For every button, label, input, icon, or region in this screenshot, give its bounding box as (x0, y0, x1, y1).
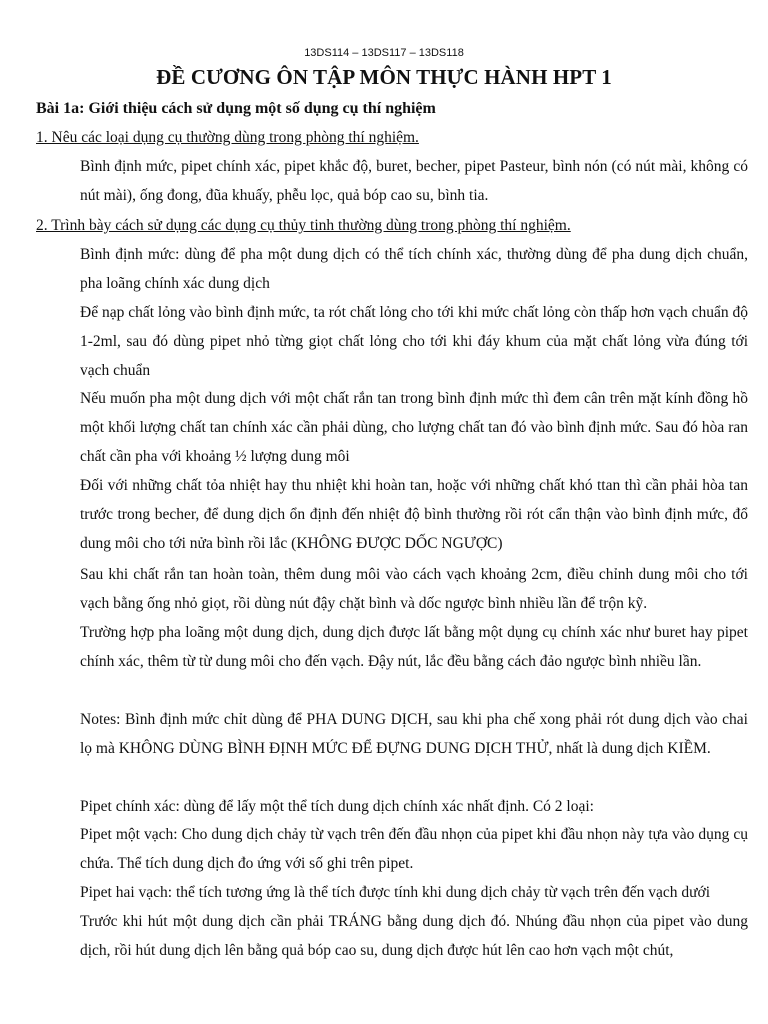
lesson-heading: Bài 1a: Giới thiệu cách sử dụng một số dụng cụ thí nghiệm (36, 100, 436, 117)
answer-2-notes: Notes: Bình định mức chỉt dùng để PHA DUNG DỊCH, sau khi pha chế xong phải rót dung dịch vào chai lọ mà KHÔNG DÙNG BÌNH ĐỊNH MỨC ĐỂ ĐỰNG DUNG DỊCH THỬ, nhất là dung dịch KIỀM. (80, 711, 748, 757)
answer-2-paragraph-5: Sau khi chất rắn tan hoàn toàn, thêm dung môi vào cách vạch khoảng 2cm, điều chỉnh dung môi cho tới vạch bằng ống nhỏ giọt, rồi dùng nút đậy chặt bình và dốc ngược bình nhiều lần để trộn kỹ. (80, 566, 748, 612)
answer-1-paragraph: Bình định mức, pipet chính xác, pipet khắc độ, buret, becher, pipet Pasteur, bình nón (có nút mài, không có nút mài), ống đong, đũa khuấy, phễu lọc, quả bóp cao su, bình tia. (80, 158, 748, 204)
question-2: 2. Trình bày cách sử dụng các dụng cụ thủy tinh thường dùng trong phòng thí nghiệm. (36, 217, 571, 234)
answer-2-paragraph-11: Trước khi hút một dung dịch cần phải TRÁNG bằng dung dịch đó. Nhúng đầu nhọn của pipet vào dung dịch, rồi hút dung dịch lên bằng quả bóp cao su, dung dịch được hút lên cao hơn vạch một chút, (80, 913, 748, 959)
question-1: 1. Nêu các loại dụng cụ thường dùng trong phòng thí nghiệm. (36, 129, 419, 146)
answer-2-paragraph-4: Đối với những chất tỏa nhiệt hay thu nhiệt khi hoàn tan, hoặc với những chất khó ttan thì cần phải hòa tan trước trong becher, để dung dịch ổn định đến nhiệt độ bình thường rồi rót cẩn thận vào bình định mức, đổ dung môi cho tới nửa bình rồi lắc (KHÔNG ĐƯỢC DỐC NGƯỢC) (80, 477, 748, 552)
document-title: ĐỀ CƯƠNG ÔN TẬP MÔN THỰC HÀNH HPT 1 (156, 65, 612, 89)
answer-2-paragraph-2: Để nạp chất lỏng vào bình định mức, ta rót chất lỏng cho tới khi mức chất lỏng còn thấp hơn vạch chuẩn độ 1-2ml, sau đó dùng pipet nhỏ từng giọt chất lỏng cho tới khi đáy khum của mặt chất lỏng vừa đúng tới vạch chuẩn (80, 304, 748, 379)
answer-2-paragraph-9: Pipet một vạch: Cho dung dịch chảy từ vạch trên đến đầu nhọn của pipet khi đầu nhọn này tựa vào dụng cụ chứa. Thể tích dung dịch đo ứng với số ghi trên pipet. (80, 826, 748, 872)
answer-2-paragraph-10: Pipet hai vạch: thể tích tương ứng là thể tích được tính khi dung dịch chảy từ vạch trên đến vạch dưới (80, 884, 711, 901)
answer-2-paragraph-6: Trường hợp pha loãng một dung dịch, dung dịch được lất bằng một dụng cụ chính xác như buret hay pipet chính xác, thêm từ từ dung môi cho đến vạch. Đậy nút, lắc đều bằng cách đảo ngược bình nhiều lần. (80, 624, 748, 670)
answer-2-paragraph-3: Nếu muốn pha một dung dịch với một chất rắn tan trong bình định mức thì đem cân trên mặt kính đồng hồ một khối lượng chất tan chính xác cần phải dùng, cho lượng chất tan đó vào bình định mức. Sau đó hòa ran chất cần pha với khoảng ½ lượng dung môi (80, 390, 748, 465)
answer-2-paragraph-1: Bình định mức: dùng để pha một dung dịch có thể tích chính xác, thường dùng để pha dung dịch chuẩn, pha loãng chính xác dung dịch (80, 246, 748, 292)
course-codes: 13DS114 – 13DS117 – 13DS118 (304, 47, 464, 59)
answer-2-paragraph-8: Pipet chính xác: dùng để lấy một thể tích dung dịch chính xác nhất định. Có 2 loại: (80, 798, 594, 815)
